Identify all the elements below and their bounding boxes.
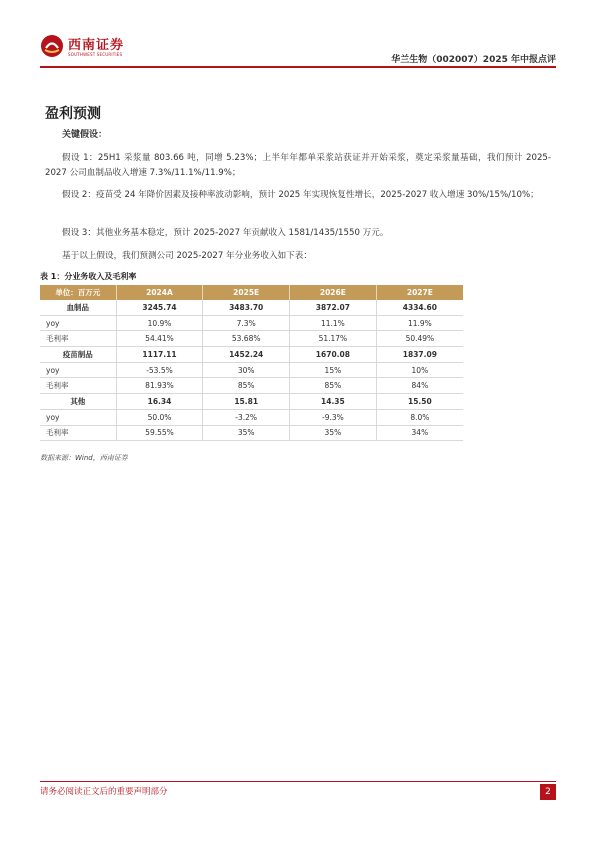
table-cell: 50.49% — [376, 331, 463, 347]
table-row — [40, 331, 463, 347]
table-cell: 84% — [376, 378, 463, 394]
table-caption: 表 1：分业务收入及毛利率 — [40, 272, 137, 281]
table-cell: 14.35 — [290, 394, 377, 410]
logo-mark-icon — [40, 34, 64, 58]
table-cell: 30% — [203, 362, 290, 378]
table-cell: 59.55% — [116, 425, 203, 441]
section-title: 盈利预测 — [45, 106, 101, 122]
table-cell: 1117.11 — [116, 347, 203, 363]
row-label: yoy — [40, 409, 116, 425]
table-cell: 3872.07 — [290, 300, 377, 315]
table-header-row — [40, 285, 463, 300]
table-cell: 10.9% — [116, 315, 203, 331]
table-cell: 15.50 — [376, 394, 463, 410]
row-label: 毛利率 — [40, 331, 116, 347]
table-row — [40, 409, 463, 425]
company-logo — [40, 32, 160, 62]
revenue-table — [40, 285, 463, 441]
row-label: 血制品 — [40, 300, 116, 315]
table-row — [40, 425, 463, 441]
table-cell: 16.34 — [116, 394, 203, 410]
table-cell: 35% — [290, 425, 377, 441]
table-cell: 35% — [203, 425, 290, 441]
table-row — [40, 300, 463, 315]
table-cell: 10% — [376, 362, 463, 378]
header-divider — [40, 66, 556, 68]
table-cell: 4334.60 — [376, 300, 463, 315]
table-source: 数据来源：Wind，西南证券 — [40, 454, 128, 462]
assumption-paragraph-2: 假设 2：疫苗受 24 年降价因素及接种率波动影响，预计 2025 年实现恢复性增长，2025-2027 收入增速 30%/15%/10%； — [62, 190, 539, 200]
table-cell: -3.2% — [203, 409, 290, 425]
row-label: 毛利率 — [40, 425, 116, 441]
table-header-cell: 单位：百万元 — [40, 285, 116, 300]
table-cell: 1670.08 — [290, 347, 377, 363]
row-label: 毛利率 — [40, 378, 116, 394]
table-header-cell: 2027E — [376, 285, 463, 300]
table-row — [40, 362, 463, 378]
table-cell: 85% — [203, 378, 290, 394]
table-cell: -53.5% — [116, 362, 203, 378]
table-cell: 1837.09 — [376, 347, 463, 363]
table-header-cell: 2025E — [203, 285, 290, 300]
row-label: 其他 — [40, 394, 116, 410]
row-label: yoy — [40, 362, 116, 378]
assumption-paragraph-1: 假设 1：25H1 采浆量 803.66 吨，同增 5.23%；上半年年都单采浆站获证并开始采浆，奠定采浆量基础，我们预计 2025-2027 公司血制品收入增速 7.3%/11.1%/11.9%； — [45, 153, 551, 178]
page-number: 2 — [540, 784, 556, 800]
table-cell: 51.17% — [290, 331, 377, 347]
footer-divider — [40, 781, 556, 782]
table-header-cell: 2024A — [116, 285, 203, 300]
table-cell: 53.68% — [203, 331, 290, 347]
table-cell: 3245.74 — [116, 300, 203, 315]
table-cell: 11.9% — [376, 315, 463, 331]
table-cell: 85% — [290, 378, 377, 394]
table-row — [40, 315, 463, 331]
table-cell: 81.93% — [116, 378, 203, 394]
table-cell: 11.1% — [290, 315, 377, 331]
table-cell: 8.0% — [376, 409, 463, 425]
table-cell: 1452.24 — [203, 347, 290, 363]
table-cell: 15.81 — [203, 394, 290, 410]
summary-paragraph: 基于以上假设，我们预测公司 2025-2027 年分业务收入如下表： — [62, 251, 312, 261]
table-row — [40, 394, 463, 410]
table-cell: 3483.70 — [203, 300, 290, 315]
table-row — [40, 347, 463, 363]
assumption-paragraph-3: 假设 3：其他业务基本稳定，预计 2025-2027 年贡献收入 1581/1435/1550 万元。 — [62, 228, 389, 238]
table-cell: -9.3% — [290, 409, 377, 425]
table-cell: 34% — [376, 425, 463, 441]
footer-disclaimer: 请务必阅读正文后的重要声明部分 — [40, 787, 168, 797]
logo-subtitle: SOUTHWEST SECURITIES — [68, 52, 123, 57]
table-cell: 15% — [290, 362, 377, 378]
row-label: yoy — [40, 315, 116, 331]
key-assumptions-label: 关键假设： — [62, 130, 108, 140]
table-row — [40, 378, 463, 394]
table-cell: 7.3% — [203, 315, 290, 331]
page-header — [40, 30, 556, 64]
row-label: 疫苗制品 — [40, 347, 116, 363]
table-cell: 50.0% — [116, 409, 203, 425]
table-header-cell: 2026E — [290, 285, 377, 300]
logo-text: 西南证券 — [68, 38, 125, 53]
report-title: 华兰生物（002007）2025 年中报点评 — [391, 55, 556, 65]
table-cell: 54.41% — [116, 331, 203, 347]
